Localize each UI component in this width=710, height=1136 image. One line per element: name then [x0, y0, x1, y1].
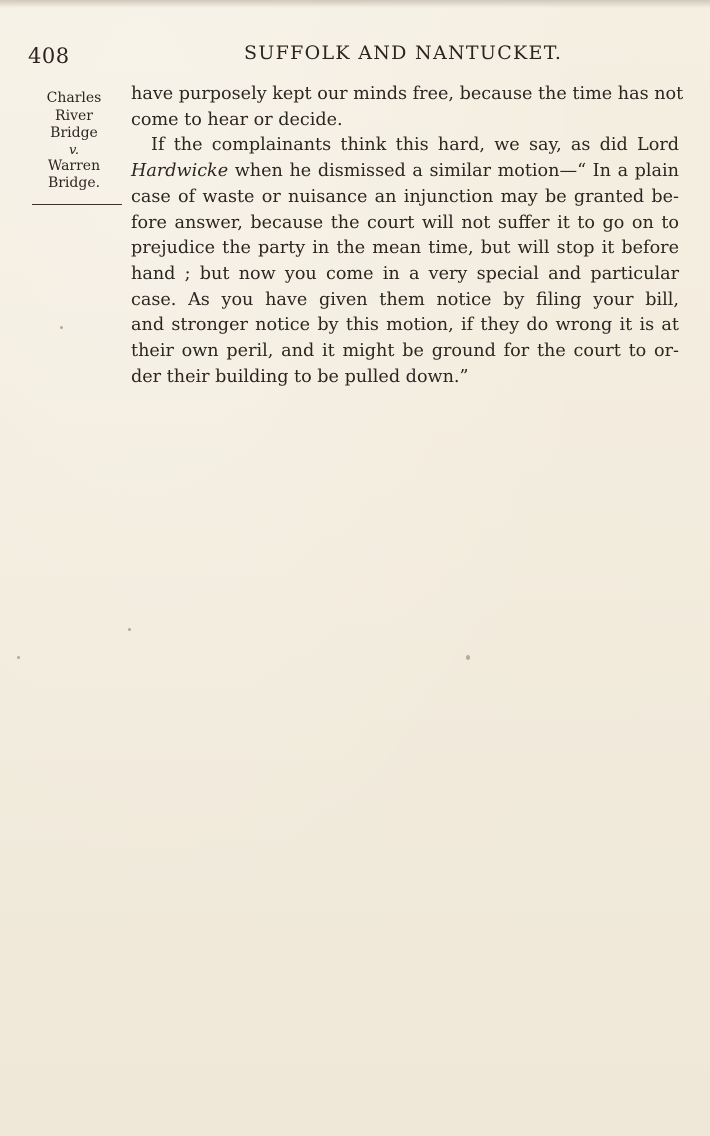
- page-number: 408: [28, 44, 70, 68]
- text-line: prejudice the party in the mean time, but will stop it before: [131, 238, 679, 259]
- margin-note-line: Charles: [46, 90, 102, 106]
- margin-note-line: Bridge.: [47, 175, 101, 191]
- text-line-rest: when he dismissed a similar motion—“ In a plain: [234, 161, 679, 182]
- paper-speck: [17, 656, 20, 659]
- text-line: fore answer, because the court will not suffer it to go on to: [131, 212, 679, 233]
- text-line: case of waste or nuisance an injunction may be granted be-: [131, 186, 679, 207]
- text-line: hand ; but now you come in a very special and particular: [131, 263, 679, 284]
- text-line: der their building to be pulled down.”: [131, 366, 469, 387]
- paper-speck: [128, 628, 131, 631]
- text-line: have purposely kept our minds free, because the time has not: [131, 84, 684, 104]
- text-line: their own peril, and it might be ground for the court to or-: [131, 341, 679, 362]
- text-line: come to hear or decide.: [131, 109, 343, 130]
- margin-note-rule: [32, 204, 122, 205]
- running-head: SUFFOLK AND NANTUCKET.: [244, 42, 563, 64]
- page-top-edge: [0, 0, 710, 8]
- margin-note-line: River: [55, 107, 93, 124]
- margin-note: [28, 90, 120, 193]
- body-text: [131, 82, 684, 390]
- italic-name: Hardwicke: [131, 161, 229, 182]
- margin-note-line: Bridge: [50, 125, 98, 141]
- text-line: If the complainants think this hard, we say, as did Lord: [151, 135, 679, 156]
- margin-note-line: Warren: [47, 157, 101, 174]
- text-line: and stronger notice by this motion, if they do wrong it is at: [131, 315, 679, 336]
- text-line: case. As you have given them notice by filing your bill,: [131, 289, 679, 310]
- margin-note-line: v.: [69, 142, 79, 158]
- paper-speck: [60, 326, 63, 329]
- paper-speck: [466, 655, 470, 660]
- text-line: [131, 159, 679, 185]
